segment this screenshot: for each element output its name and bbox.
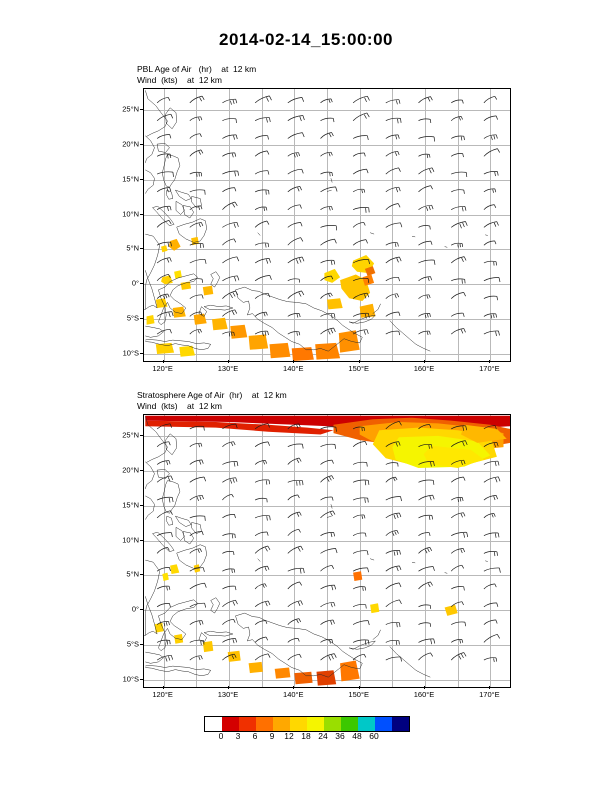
ytick-label: 5°S <box>126 313 139 323</box>
ytick-mark <box>140 144 143 145</box>
xtick-mark <box>424 360 425 363</box>
map-layer <box>144 415 510 687</box>
xtick-mark <box>293 686 294 689</box>
colorbar-swatch <box>375 717 392 731</box>
xtick-mark <box>489 686 490 689</box>
xtick-label: 170°E <box>479 690 500 699</box>
colorbar-swatch <box>358 717 375 731</box>
xtick-mark <box>359 360 360 363</box>
colorbar-swatch <box>324 717 341 731</box>
ytick-label: 5°N <box>126 243 139 253</box>
xtick-label: 120°E <box>152 364 173 373</box>
xtick-label: 170°E <box>479 364 500 373</box>
ytick-label: 15°N <box>122 174 139 184</box>
colorbar-tick-label: 18 <box>301 731 311 741</box>
ytick-mark <box>140 353 143 354</box>
xtick-mark <box>359 686 360 689</box>
colorbar-tick-label: 6 <box>252 731 258 741</box>
colorbar-tick-label: 48 <box>352 731 362 741</box>
xtick-mark <box>163 360 164 363</box>
panel2-label-line2: Wind (kts) at 12 km <box>137 401 223 411</box>
ytick-mark <box>140 644 143 645</box>
plot-area-stratosphere[interactable] <box>143 414 511 688</box>
ytick-mark <box>140 283 143 284</box>
colorbar-tick-label: 36 <box>335 731 345 741</box>
colorbar-ticklabels <box>204 731 408 743</box>
colorbar-swatch <box>273 717 290 731</box>
xtick-mark <box>163 686 164 689</box>
colorbar-tick-label: 3 <box>235 731 241 741</box>
ytick-label: 10°N <box>122 535 139 544</box>
colorbar-tick-label: 24 <box>318 731 328 741</box>
xtick-label: 130°E <box>217 690 239 699</box>
xtick-mark <box>228 686 229 689</box>
ytick-mark <box>140 248 143 249</box>
ytick-label: 0° <box>131 278 139 288</box>
ytick-mark <box>140 318 143 319</box>
ytick-label: 25°N <box>122 104 139 114</box>
ytick-label: 10°S <box>122 674 139 684</box>
ytick-mark <box>140 109 143 110</box>
ytick-label: 20°N <box>122 465 139 475</box>
ytick-label: 20°N <box>122 139 139 149</box>
ytick-label: 15°N <box>122 500 139 510</box>
colorbar <box>204 716 410 732</box>
xtick-mark <box>489 360 490 363</box>
colorbar-swatch <box>256 717 273 731</box>
ytick-label: 25°N <box>122 430 139 440</box>
ytick-mark <box>140 214 143 215</box>
ytick-mark <box>140 179 143 180</box>
colorbar-swatch <box>307 717 324 731</box>
xtick-mark <box>424 686 425 689</box>
ytick-mark <box>140 505 143 506</box>
panel2-label-line1: Stratosphere Age of Air (hr) at 12 km <box>137 390 287 400</box>
colorbar-tick-label: 0 <box>218 731 224 741</box>
colorbar-tick-label: 12 <box>284 731 294 741</box>
ytick-mark <box>140 574 143 575</box>
colorbar-swatch <box>341 717 358 731</box>
xtick-mark <box>228 360 229 363</box>
ytick-mark <box>140 435 143 436</box>
page-title: 2014-02-14_15:00:00 <box>219 30 393 49</box>
colorbar-swatch <box>239 717 256 731</box>
plot-area-pbl[interactable] <box>143 88 511 362</box>
colorbar-swatch <box>205 717 222 731</box>
xtick-label: 160°E <box>413 364 435 373</box>
ytick-mark <box>140 679 143 680</box>
colorbar-swatch <box>290 717 307 731</box>
xtick-mark <box>293 360 294 363</box>
ytick-label: 0° <box>131 604 139 614</box>
ytick-label: 5°N <box>126 569 139 579</box>
xtick-label: 120°E <box>152 690 173 699</box>
ytick-label: 5°S <box>126 639 139 649</box>
xtick-label: 140°E <box>283 364 304 373</box>
xtick-label: 140°E <box>283 690 304 699</box>
xtick-label: 160°E <box>413 690 435 699</box>
xtick-label: 150°E <box>348 690 369 699</box>
colorbar-swatch <box>392 717 409 731</box>
map-layer <box>144 89 510 361</box>
ytick-label: 10°N <box>122 209 139 218</box>
ytick-label: 10°S <box>122 348 139 358</box>
panel1-label-line1: PBL Age of Air (hr) at 12 km <box>137 64 257 74</box>
ytick-mark <box>140 470 143 471</box>
colorbar-tick-label: 9 <box>269 731 275 741</box>
xtick-label: 150°E <box>348 364 369 373</box>
ytick-mark <box>140 540 143 541</box>
colorbar-tick-label: 60 <box>369 731 379 741</box>
panel1-label-line2: Wind (kts) at 12 km <box>137 75 223 85</box>
ytick-mark <box>140 609 143 610</box>
colorbar-swatch <box>222 717 239 731</box>
xtick-label: 130°E <box>217 364 239 373</box>
